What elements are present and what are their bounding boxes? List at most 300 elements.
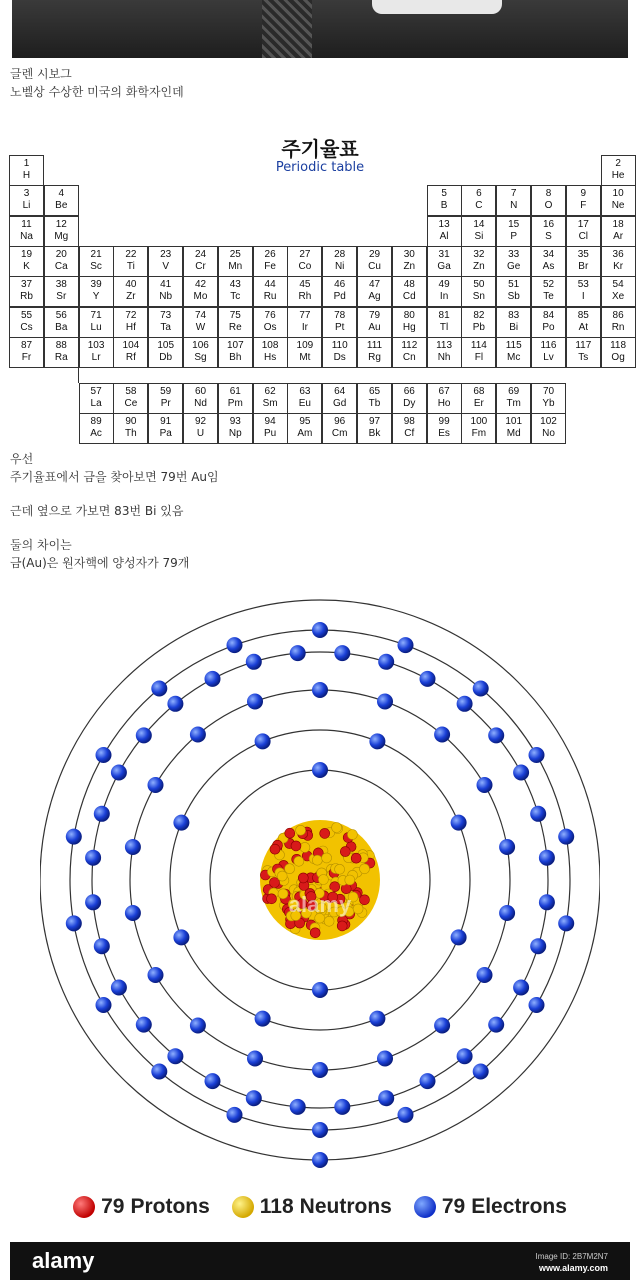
- atomic-number: 79: [368, 309, 381, 321]
- atomic-number: 61: [229, 386, 241, 398]
- atomic-number: 110: [331, 339, 348, 351]
- element-cell-ce-58: [113, 383, 148, 414]
- electron: [529, 997, 545, 1013]
- proton: [320, 828, 330, 838]
- element-cell-pd-46: [322, 276, 357, 307]
- element-symbol: Ba: [55, 321, 68, 333]
- element-cell-fe-26: [253, 246, 288, 277]
- element-symbol: Tm: [506, 398, 521, 410]
- element-symbol: Ca: [54, 260, 68, 272]
- atomic-number: 11: [21, 218, 32, 230]
- electron: [85, 850, 101, 866]
- element-symbol: Ga: [437, 260, 451, 272]
- electron: [148, 967, 164, 983]
- electron: [96, 997, 112, 1013]
- element-cell-cd-48: [392, 276, 427, 307]
- element-symbol: S: [545, 230, 552, 242]
- atomic-number: 22: [125, 248, 137, 260]
- atomic-number: 47: [368, 279, 381, 291]
- electron: [111, 980, 127, 996]
- atomic-number: 111: [366, 339, 383, 351]
- atomic-number: 1: [23, 158, 30, 169]
- element-cell-v-23: [148, 246, 183, 277]
- atomic-number: 76: [264, 309, 276, 321]
- element-symbol: Mo: [193, 291, 208, 303]
- element-symbol: Be: [55, 200, 68, 212]
- element-cell-ge-33: [496, 246, 531, 277]
- caption-line-bismuth: 근데 옆으로 가보면 83번 Bi 있음: [10, 504, 184, 518]
- atomic-number: 101: [505, 416, 523, 428]
- atomic-number: 106: [192, 339, 209, 351]
- element-symbol: Sr: [56, 291, 67, 303]
- element-symbol: Pr: [160, 398, 171, 410]
- atomic-number: 72: [125, 309, 137, 321]
- neutron: [335, 864, 345, 874]
- element-symbol: At: [578, 321, 589, 333]
- electrons-label: Electrons: [471, 1195, 567, 1218]
- electron: [190, 727, 206, 743]
- element-symbol: Ge: [507, 260, 521, 272]
- neutron: [353, 904, 363, 914]
- element-symbol: Ra: [54, 351, 68, 363]
- atomic-number: 20: [55, 248, 67, 260]
- element-symbol: Ti: [126, 260, 135, 272]
- element-cell-be-4: [44, 185, 79, 216]
- element-symbol: Re: [228, 321, 242, 333]
- atomic-number: 17: [577, 218, 589, 230]
- element-symbol: Os: [263, 321, 277, 333]
- atomic-number: 44: [264, 279, 276, 291]
- element-symbol: Rg: [368, 351, 381, 363]
- electron: [312, 982, 328, 998]
- element-symbol: Gd: [333, 398, 347, 410]
- atomic-number: 4: [58, 188, 65, 200]
- electron: [513, 980, 529, 996]
- element-cell-tm-69: [496, 383, 531, 414]
- caption-line-first: 우선: [10, 452, 34, 466]
- element-symbol: Si: [474, 230, 484, 242]
- caption-line-protons: 금(Au)은 원자핵에 양성자가 79개: [10, 556, 190, 570]
- element-symbol: Pa: [159, 428, 172, 440]
- atomic-number: 91: [160, 416, 172, 428]
- element-symbol: Rh: [298, 291, 312, 303]
- legend-protons: [73, 1195, 210, 1219]
- element-cell-i-53: [566, 276, 601, 307]
- element-cell-mn-25: [218, 246, 253, 277]
- tie-pattern: [262, 0, 312, 58]
- element-cell-ir-77: [287, 307, 322, 338]
- element-cell-nd-60: [183, 383, 218, 414]
- electron: [451, 929, 467, 945]
- atomic-number: 39: [90, 279, 102, 291]
- electron: [539, 894, 555, 910]
- atomic-number: 40: [125, 279, 137, 291]
- electron: [488, 727, 504, 743]
- element-symbol: Ho: [437, 398, 451, 410]
- proton: [337, 921, 347, 931]
- element-cell-c-6: [461, 185, 496, 216]
- atomic-number: 14: [473, 218, 485, 230]
- element-symbol: H: [22, 170, 31, 181]
- proton: [270, 844, 280, 854]
- atomic-number: 80: [403, 309, 415, 321]
- atomic-number: 64: [334, 386, 346, 398]
- element-cell-sb-51: [496, 276, 531, 307]
- element-cell-sr-38: [44, 276, 79, 307]
- proton: [291, 841, 301, 851]
- element-cell-ni-28: [322, 246, 357, 277]
- element-cell-yb-70: [531, 383, 566, 414]
- electron: [558, 915, 574, 931]
- element-symbol: Cd: [402, 291, 416, 303]
- electron: [312, 1122, 328, 1138]
- atomic-number: 74: [194, 309, 207, 321]
- electron: [530, 938, 546, 954]
- electron: [173, 929, 189, 945]
- stock-url: www.alamy.com: [538, 1263, 608, 1273]
- element-symbol: Dy: [403, 398, 416, 410]
- element-cell-mg-12: [44, 216, 79, 247]
- electron: [205, 671, 221, 687]
- electron: [369, 733, 385, 749]
- electron: [434, 1018, 450, 1034]
- atomic-number: 90: [125, 416, 137, 428]
- atomic-number: 57: [90, 386, 102, 398]
- neutron-ball-icon: [232, 1196, 254, 1218]
- caption-line-gold: 주기율표에서 금을 찾아보면 79번 Au임: [10, 470, 219, 484]
- element-symbol: V: [162, 260, 170, 272]
- element-symbol: Rn: [611, 321, 625, 333]
- element-symbol: Pt: [334, 321, 345, 333]
- atomic-number: 112: [401, 339, 418, 351]
- element-cell-ca-20: [44, 246, 79, 277]
- element-cell-er-68: [461, 383, 496, 414]
- atom-watermark: alamy: [288, 892, 352, 917]
- atomic-number: 65: [368, 386, 381, 398]
- atomic-number: 6: [476, 188, 482, 200]
- element-cell-es-99: [427, 413, 462, 444]
- element-cell-zn-30: [392, 246, 427, 277]
- atomic-number: 31: [438, 248, 450, 260]
- atomic-number: 63: [299, 386, 311, 398]
- atomic-number: 113: [436, 339, 453, 351]
- electron-ball-icon: [414, 1196, 436, 1218]
- electron: [312, 682, 328, 698]
- protons-label: Protons: [130, 1195, 210, 1218]
- electron: [96, 747, 112, 763]
- atomic-number: 94: [264, 416, 276, 428]
- element-symbol: Nb: [159, 291, 173, 303]
- element-cell-as-34: [531, 246, 566, 277]
- electron: [499, 905, 515, 921]
- electron: [334, 1099, 350, 1115]
- element-symbol: Mn: [228, 260, 243, 272]
- element-symbol: Hs: [263, 351, 277, 363]
- electron: [167, 1048, 183, 1064]
- element-cell-sc-21: [79, 246, 114, 277]
- atomic-number: 89: [90, 416, 102, 428]
- electron: [94, 938, 110, 954]
- element-cell-zr-40: [113, 276, 148, 307]
- atomic-number: 30: [403, 248, 415, 260]
- element-symbol: Ru: [263, 291, 277, 303]
- electron: [488, 1017, 504, 1033]
- element-cell-lv-116: [531, 337, 566, 368]
- element-cell-k-19: [9, 246, 44, 277]
- electron: [136, 1017, 152, 1033]
- element-symbol: Hf: [125, 321, 136, 333]
- caption-block-1: [10, 65, 184, 101]
- electrons-count: 79: [441, 1195, 466, 1218]
- atomic-number: 5: [441, 188, 447, 200]
- element-cell-ho-67: [427, 383, 462, 414]
- element-cell-bi-83: [496, 307, 531, 338]
- element-symbol: Er: [473, 398, 484, 410]
- element-cell-th-90: [113, 413, 148, 444]
- element-cell-bk-97: [357, 413, 392, 444]
- element-symbol: F: [580, 200, 587, 212]
- element-cell-am-95: [287, 413, 322, 444]
- electron: [246, 654, 262, 670]
- electron: [513, 765, 529, 781]
- element-cell-lu-71: [79, 307, 114, 338]
- element-symbol: Yb: [542, 398, 555, 410]
- element-cell-tl-81: [427, 307, 462, 338]
- neutron: [332, 823, 342, 833]
- atomic-number: 60: [194, 386, 207, 398]
- element-symbol: Kr: [613, 260, 624, 272]
- atomic-number: 81: [438, 309, 450, 321]
- electron: [312, 622, 328, 638]
- atomic-number: 38: [55, 279, 67, 291]
- electron: [434, 727, 450, 743]
- atomic-number: 26: [264, 248, 276, 260]
- atomic-number: 117: [575, 339, 592, 351]
- element-cell-pa-91: [148, 413, 183, 444]
- proton: [285, 828, 295, 838]
- element-symbol: Zr: [126, 291, 136, 303]
- element-cell-h-1: [9, 155, 44, 186]
- electron: [477, 777, 493, 793]
- atomic-number: 62: [264, 386, 276, 398]
- neutron: [277, 871, 287, 881]
- atomic-number: 97: [368, 416, 381, 428]
- proton: [267, 894, 277, 904]
- atomic-number: 7: [510, 188, 517, 200]
- element-symbol: Al: [439, 230, 449, 242]
- electron: [247, 1051, 263, 1067]
- neutron: [312, 855, 322, 865]
- electron: [94, 806, 110, 822]
- atomic-number: 35: [577, 248, 589, 260]
- neutrons-label: Neutrons: [299, 1195, 392, 1218]
- atomic-number: 58: [125, 386, 137, 398]
- element-cell-s-16: [531, 216, 566, 247]
- element-symbol: Mc: [507, 351, 521, 363]
- atomic-number: 108: [261, 339, 279, 351]
- element-cell-ta-73: [148, 307, 183, 338]
- atomic-number: 96: [334, 416, 346, 428]
- element-cell-lr-103: [79, 337, 114, 368]
- element-cell-w-74: [183, 307, 218, 338]
- element-symbol: Bi: [509, 321, 519, 333]
- element-cell-fm-100: [461, 413, 496, 444]
- electron: [290, 1099, 306, 1115]
- element-symbol: I: [581, 291, 585, 303]
- element-cell-nb-41: [148, 276, 183, 307]
- atomic-number: 102: [540, 416, 557, 428]
- element-cell-he-2: [601, 155, 636, 186]
- element-cell-eu-63: [287, 383, 322, 414]
- element-symbol: Th: [125, 428, 137, 440]
- element-cell-f-9: [566, 185, 601, 216]
- atomic-number: 33: [508, 248, 520, 260]
- element-symbol: P: [510, 230, 518, 242]
- element-symbol: Zn: [403, 260, 416, 272]
- element-symbol: Au: [368, 321, 381, 333]
- element-cell-co-27: [287, 246, 322, 277]
- neutron: [300, 842, 310, 852]
- element-symbol: Br: [578, 260, 589, 272]
- element-cell-al-13: [427, 216, 462, 247]
- electron: [398, 1107, 414, 1123]
- caption-block-2: [10, 450, 219, 572]
- atomic-number: 28: [334, 248, 346, 260]
- element-symbol: Ar: [613, 230, 624, 242]
- electron: [420, 671, 436, 687]
- electron: [529, 747, 545, 763]
- neutron: [296, 825, 306, 835]
- element-cell-te-52: [531, 276, 566, 307]
- element-symbol: Lr: [91, 351, 101, 363]
- element-symbol: Ds: [333, 351, 346, 363]
- atomic-number: 98: [403, 416, 415, 428]
- element-symbol: Ac: [90, 428, 102, 440]
- element-cell-xe-54: [601, 276, 636, 307]
- electron: [539, 850, 555, 866]
- atomic-number: 115: [505, 339, 522, 351]
- atomic-number: 46: [334, 279, 346, 291]
- element-cell-hs-108: [253, 337, 288, 368]
- atomic-number: 66: [403, 386, 415, 398]
- element-cell-fr-87: [9, 337, 44, 368]
- neutron: [360, 864, 370, 874]
- atomic-number: 118: [610, 339, 627, 351]
- element-cell-ti-22: [113, 246, 148, 277]
- electron: [227, 637, 243, 653]
- element-cell-pu-94: [253, 413, 288, 444]
- image-id: Image ID: 2B7M2N7: [535, 1252, 608, 1261]
- element-symbol: B: [440, 200, 448, 212]
- atomic-number: 3: [23, 188, 30, 200]
- electron: [227, 1107, 243, 1123]
- proton: [360, 895, 370, 905]
- atomic-number: 114: [470, 339, 487, 351]
- electron: [420, 1073, 436, 1089]
- element-cell-la-57: [79, 383, 114, 414]
- element-symbol: Tc: [230, 291, 241, 303]
- atomic-number: 9: [580, 188, 587, 200]
- element-cell-cr-24: [183, 246, 218, 277]
- element-symbol: Y: [92, 291, 100, 303]
- electron: [378, 654, 394, 670]
- electron: [457, 696, 473, 712]
- atomic-number: 24: [194, 248, 207, 260]
- atomic-number: 53: [577, 279, 589, 291]
- element-symbol: Md: [506, 428, 521, 440]
- atomic-number: 2: [615, 158, 621, 169]
- shirt-collar: [372, 0, 502, 14]
- element-cell-rn-86: [601, 307, 636, 338]
- atomic-number: 18: [612, 218, 624, 230]
- atomic-number: 92: [194, 416, 207, 428]
- electron: [530, 806, 546, 822]
- portrait-photo: [12, 0, 628, 58]
- neutron: [324, 916, 334, 926]
- element-symbol: Cn: [402, 351, 416, 363]
- element-symbol: Cl: [578, 230, 589, 242]
- electron: [125, 839, 141, 855]
- electron: [473, 681, 489, 697]
- neutron: [322, 853, 332, 863]
- atomic-number: 78: [334, 309, 346, 321]
- element-cell-rh-45: [287, 276, 322, 307]
- atomic-number: 59: [160, 386, 172, 398]
- electron: [255, 733, 271, 749]
- element-cell-ar-18: [601, 216, 636, 247]
- element-symbol: Db: [159, 351, 173, 363]
- atomic-number: 41: [160, 279, 172, 291]
- element-symbol: Bk: [368, 428, 381, 440]
- element-cell-mo-42: [183, 276, 218, 307]
- element-cell-ga-31: [427, 246, 462, 277]
- atomic-number: 69: [508, 386, 520, 398]
- atomic-number: 42: [194, 279, 207, 291]
- atomic-number: 87: [20, 339, 33, 351]
- neutron: [285, 864, 295, 874]
- atomic-number: 116: [540, 339, 557, 351]
- element-cell-u-92: [183, 413, 218, 444]
- atomic-number: 71: [90, 309, 102, 321]
- electron: [246, 1090, 262, 1106]
- element-cell-hf-72: [113, 307, 148, 338]
- element-cell-cn-112: [392, 337, 427, 368]
- gold-atom-diagram: [40, 590, 600, 1170]
- atomic-number: 21: [90, 248, 102, 260]
- element-cell-at-85: [566, 307, 601, 338]
- electron: [473, 1064, 489, 1080]
- element-cell-hg-80: [392, 307, 427, 338]
- element-symbol: Rf: [125, 351, 136, 363]
- proton: [310, 928, 320, 938]
- element-cell-cl-17: [566, 216, 601, 247]
- element-cell-ts-117: [566, 337, 601, 368]
- element-cell-og-118: [601, 337, 636, 368]
- element-symbol: Pm: [227, 398, 243, 410]
- element-cell-ag-47: [357, 276, 392, 307]
- electron: [312, 1062, 328, 1078]
- atomic-number: 34: [542, 248, 555, 260]
- element-symbol: Cs: [20, 321, 33, 333]
- electron: [451, 815, 467, 831]
- element-symbol: In: [439, 291, 449, 303]
- nucleus: [260, 820, 380, 940]
- element-cell-sm-62: [253, 383, 288, 414]
- element-cell-mt-109: [287, 337, 322, 368]
- element-symbol: K: [23, 260, 30, 272]
- element-cell-dy-66: [392, 383, 427, 414]
- atomic-number: 73: [160, 309, 172, 321]
